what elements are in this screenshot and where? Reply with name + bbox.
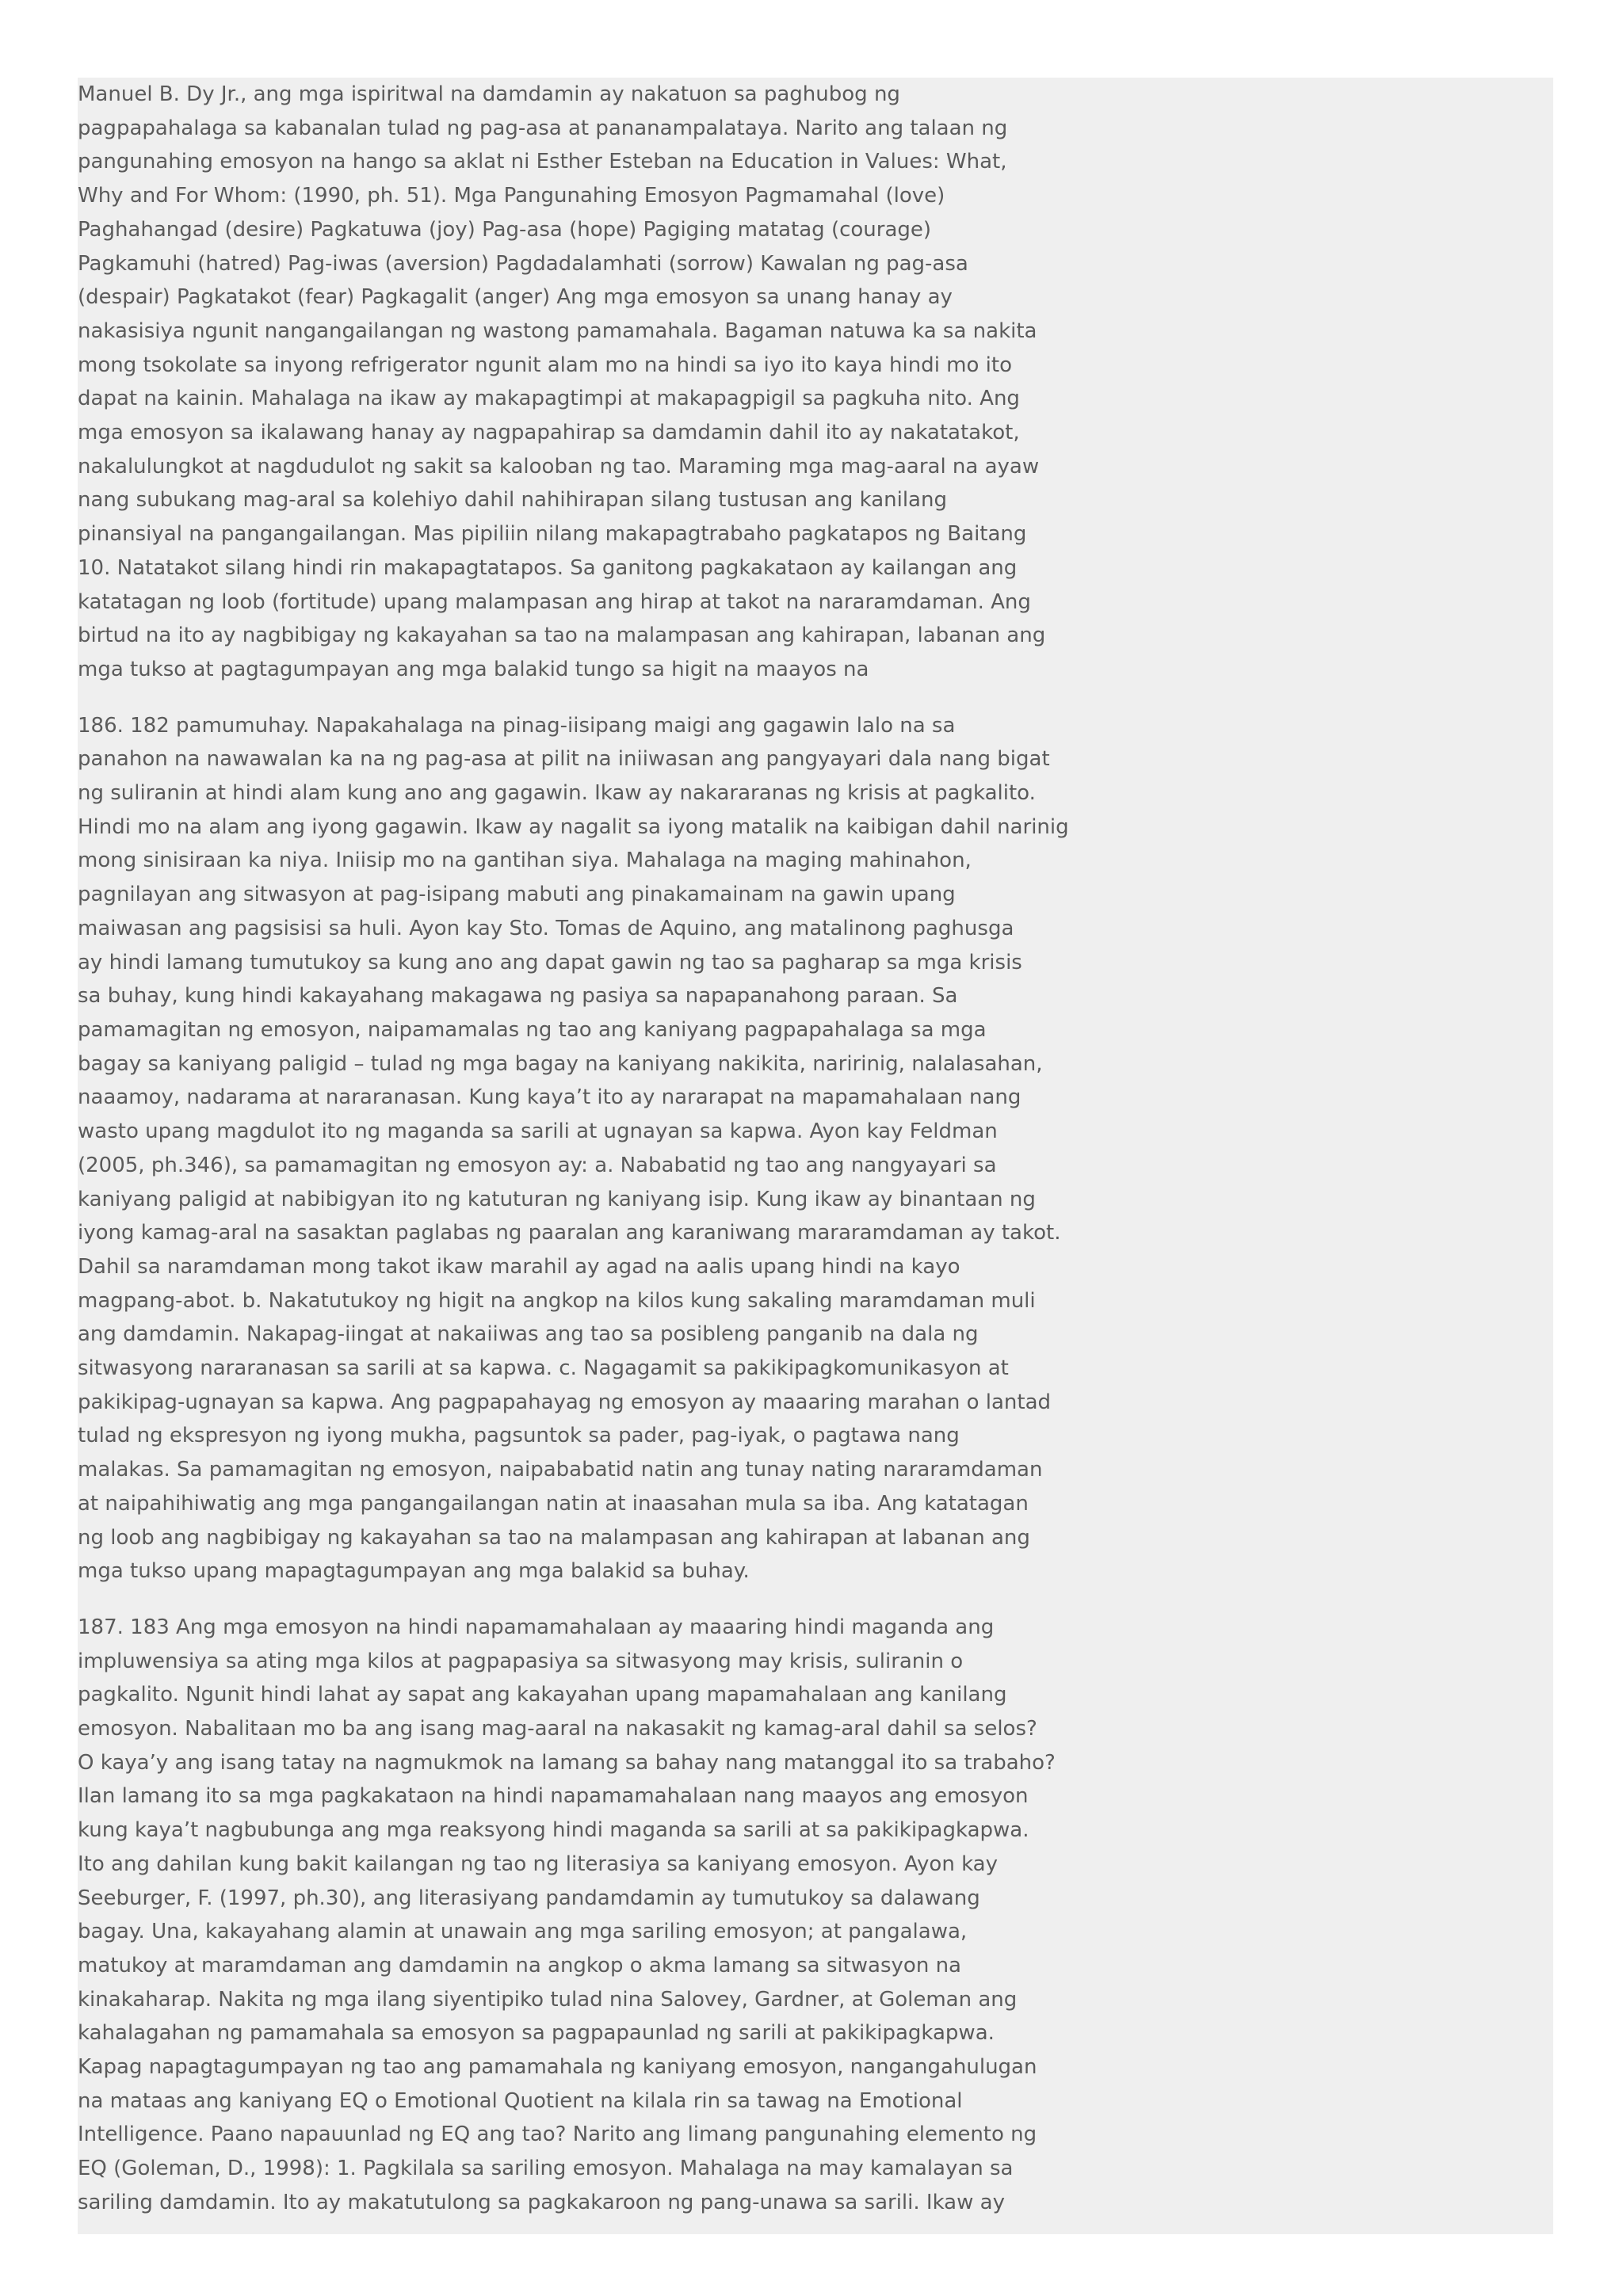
text-line: Kapag napagtagumpayan ng tao ang pamamahala ng kaniyang emosyon, nangangahulugan <box>78 2055 1037 2080</box>
text-line: mong tsokolate sa inyong refrigerator ngunit alam mo na hindi sa iyo ito kaya hindi mo ito <box>78 353 1013 377</box>
text-line: sariling damdamin. Ito ay makatutulong sa pagkakaroon ng pang-unawa sa sarili. Ikaw ay <box>78 2190 1005 2214</box>
text-line: pinansiyal na pangangailangan. Mas pipiliin nilang makapagtrabaho pagkatapos ng Baitang <box>78 522 1027 547</box>
text-line: tulad ng ekspresyon ng iyong mukha, pagsuntok sa pader, pag-iyak, o pagtawa nang <box>78 1424 960 1448</box>
text-line: Hindi mo na alam ang iyong gagawin. Ikaw ay nagalit sa iyong matalik na kaibigan dahil narinig <box>78 814 1069 839</box>
text-line: impluwensiya sa ating mga kilos at pagpapasiya sa sitwasyong may krisis, suliranin o <box>78 1649 964 1673</box>
paragraph-3 <box>78 1611 1060 2220</box>
text-line: mga tukso at pagtagumpayan ang mga balakid tungo sa higit na maayos na <box>78 657 869 681</box>
text-line: sa buhay, kung hindi kakayahang makagawa ng pasiya sa napapanahong paraan. Sa <box>78 984 958 1009</box>
text-line: pagnilayan ang sitwasyon at pag-isipang mabuti ang pinakamainam na gawin upang <box>78 883 956 907</box>
text-line: (despair) Pagkatakot (fear) Pagkagalit (anger) Ang mga emosyon sa unang hanay ay <box>78 285 953 310</box>
text-line: pangunahing emosyon na hango sa aklat ni Esther Esteban na Education in Values: What, <box>78 150 1007 174</box>
text-line: pakikipag-ugnayan sa kapwa. Ang pagpapahayag ng emosyon ay maaaring marahan o lantad <box>78 1390 1052 1414</box>
text-line: Paghahangad (desire) Pagkatuwa (joy) Pag-asa (hope) Pagiging matatag (courage) <box>78 217 932 242</box>
text-line: pamamagitan ng emosyon, naipamamalas ng tao ang kaniyang pagpapahalaga sa mga <box>78 1017 987 1042</box>
text-line: O kaya’y ang isang tatay na nagmukmok na lamang sa bahay nang matanggal ito sa trabaho? <box>78 1750 1056 1775</box>
text-line: nakasisiya ngunit nangangailangan ng wastong pamamahala. Bagaman natuwa ka sa nakita <box>78 318 1037 343</box>
text-line: 187. 183 Ang mga emosyon na hindi napamamahalaan ay maaaring hindi maganda ang <box>78 1615 995 1639</box>
text-line: Manuel B. Dy Jr., ang mga ispiritwal na damdamin ay nakatuon sa paghubog ng <box>78 82 900 106</box>
text-line: 186. 182 pamumuhay. Napakahalaga na pinag-iisipang maigi ang gagawin lalo na sa <box>78 713 956 738</box>
text-line: birtud na ito ay nagbibigay ng kakayahan sa tao na malampasan ang kahirapan, labanan ang <box>78 624 1046 648</box>
text-line: malakas. Sa pamamagitan ng emosyon, naipababatid natin ang tunay nating nararamdaman <box>78 1458 1043 1482</box>
text-line: bagay. Una, kakayahang alamin at unawain ang mga sariling emosyon; at pangalawa, <box>78 1920 968 1944</box>
text-line: ng loob ang nagbibigay ng kakayahan sa tao na malampasan ang kahirapan at labanan ang <box>78 1525 1030 1550</box>
text-line: Ilan lamang ito sa mga pagkakataon na hindi napamamahalaan nang maayos ang emosyon <box>78 1784 1029 1809</box>
text-line: mong sinisiraan ka niya. Iniisip mo na gantihan siya. Mahalaga na maging mahinahon, <box>78 849 972 873</box>
text-line: Why and For Whom: (1990, ph. 51). Mga Pangunahing Emosyon Pagmamahal (love) <box>78 184 945 208</box>
text-line: iyong kamag-aral na sasaktan paglabas ng paaralan ang karaniwang mararamdaman ay takot. <box>78 1221 1061 1245</box>
paragraph-gap <box>78 687 1060 709</box>
text-line: nang subukang mag-aral sa kolehiyo dahil nahihirapan silang tustusan ang kanilang <box>78 488 947 513</box>
text-line: bagay sa kaniyang paligid – tulad ng mga bagay na kaniyang nakikita, naririnig, nalalasahan, <box>78 1051 1043 1076</box>
text-line: mga emosyon sa ikalawang hanay ay nagpapahirap sa damdamin dahil ito ay nakatatakot, <box>78 421 1020 445</box>
text-line: nakalulungkot at nagdudulot ng sakit sa kalooban ng tao. Maraming mga mag-aaral na ayaw <box>78 454 1040 479</box>
document-page <box>78 78 1553 2234</box>
text-line: katatagan ng loob (fortitude) upang malampasan ang hirap at takot na nararamdaman. Ang <box>78 589 1031 614</box>
text-line: EQ (Goleman, D., 1998): 1. Pagkilala sa sariling emosyon. Mahalaga na may kamalayan sa <box>78 2157 1014 2181</box>
text-line: dapat na kainin. Mahalaga na ikaw ay makapagtimpi at makapagpigil sa pagkuha nito. Ang <box>78 387 1020 411</box>
text-line: Pagkamuhi (hatred) Pag-iwas (aversion) Pagdadalamhati (sorrow) Kawalan ng pag-asa <box>78 251 968 276</box>
text-line: sitwasyong nararanasan sa sarili at sa kapwa. c. Nagagamit sa pakikipagkomunikasyon at <box>78 1356 1009 1381</box>
text-line: ay hindi lamang tumutukoy sa kung ano ang dapat gawin ng tao sa pagharap sa mga krisis <box>78 950 1022 974</box>
text-line: magpang-abot. b. Nakatutukoy ng higit na angkop na kilos kung sakaling maramdaman muli <box>78 1288 1036 1313</box>
text-line: na mataas ang kaniyang EQ o Emotional Quotient na kilala rin sa tawag na Emotional <box>78 2088 963 2113</box>
text-line: (2005, ph.346), sa pamamagitan ng emosyon ay: a. Nababatid ng tao ang nangyayari sa <box>78 1153 997 1177</box>
text-line: kahalagahan ng pamamahala sa emosyon sa pagpapaunlad ng sarili at pakikipagkapwa. <box>78 2021 995 2046</box>
document-text <box>78 78 1069 2220</box>
text-line: pagkalito. Ngunit hindi lahat ay sapat ang kakayahan upang mapamahalaan ang kanilang <box>78 1683 1007 1707</box>
paragraph-1 <box>78 78 1060 687</box>
text-line: ng suliranin at hindi alam kung ano ang gagawin. Ikaw ay nakararanas ng krisis at pagkalito. <box>78 781 1036 806</box>
paragraph-gap <box>78 1589 1060 1611</box>
text-line: emosyon. Nabalitaan mo ba ang isang mag-aaral na nakasakit ng kamag-aral dahil sa selos? <box>78 1717 1037 1741</box>
text-line: kung kaya’t nagbubunga ang mga reaksyong hindi maganda sa sarili at sa pakikipagkapwa. <box>78 1818 1029 1843</box>
text-line: mga tukso upang mapagtagumpayan ang mga balakid sa buhay. <box>78 1559 750 1584</box>
text-line: panahon na nawawalan ka na ng pag-asa at pilit na iniiwasan ang pangyayari dala nang bigat <box>78 747 1050 772</box>
text-line: kaniyang paligid at nabibigyan ito ng katuturan ng kaniyang isip. Kung ikaw ay binantaan ng <box>78 1187 1036 1211</box>
text-line: Ito ang dahilan kung bakit kailangan ng tao ng literasiya sa kaniyang emosyon. Ayon kay <box>78 1852 998 1876</box>
text-line: maiwasan ang pagsisisi sa huli. Ayon kay Sto. Tomas de Aquino, ang matalinong paghusga <box>78 916 1014 940</box>
text-line: at naipahihiwatig ang mga pangangailangan natin at inaasahan mula sa iba. Ang katatagan <box>78 1491 1029 1516</box>
text-line: matukoy at maramdaman ang damdamin na angkop o akma lamang sa sitwasyon na <box>78 1953 961 1978</box>
text-line: naaamoy, nadarama at nararanasan. Kung kaya’t ito ay nararapat na mapamahalaan nang <box>78 1085 1022 1110</box>
text-line: ang damdamin. Nakapag-iingat at nakaiiwas ang tao sa posibleng panganib na dala ng <box>78 1322 979 1347</box>
text-line: wasto upang magdulot ito ng maganda sa sarili at ugnayan sa kapwa. Ayon kay Feldman <box>78 1119 998 1144</box>
text-line: Intelligence. Paano napauunlad ng EQ ang tao? Narito ang limang pangunahing elemento ng <box>78 2122 1037 2147</box>
text-line: pagpapahalaga sa kabanalan tulad ng pag-asa at pananampalataya. Narito ang talaan ng <box>78 116 1008 140</box>
text-line: Dahil sa naramdaman mong takot ikaw marahil ay agad na aalis upang hindi na kayo <box>78 1254 960 1279</box>
text-line: Seeburger, F. (1997, ph.30), ang literasiyang pandamdamin ay tumutukoy sa dalawang <box>78 1886 980 1910</box>
text-line: kinakaharap. Nakita ng mga ilang siyentipiko tulad nina Salovey, Gardner, at Goleman ang <box>78 1987 1018 2012</box>
paragraph-2 <box>78 709 1069 1589</box>
text-line: 10. Natatakot silang hindi rin makapagtatapos. Sa ganitong pagkakataon ay kailangan ang <box>78 555 1018 580</box>
